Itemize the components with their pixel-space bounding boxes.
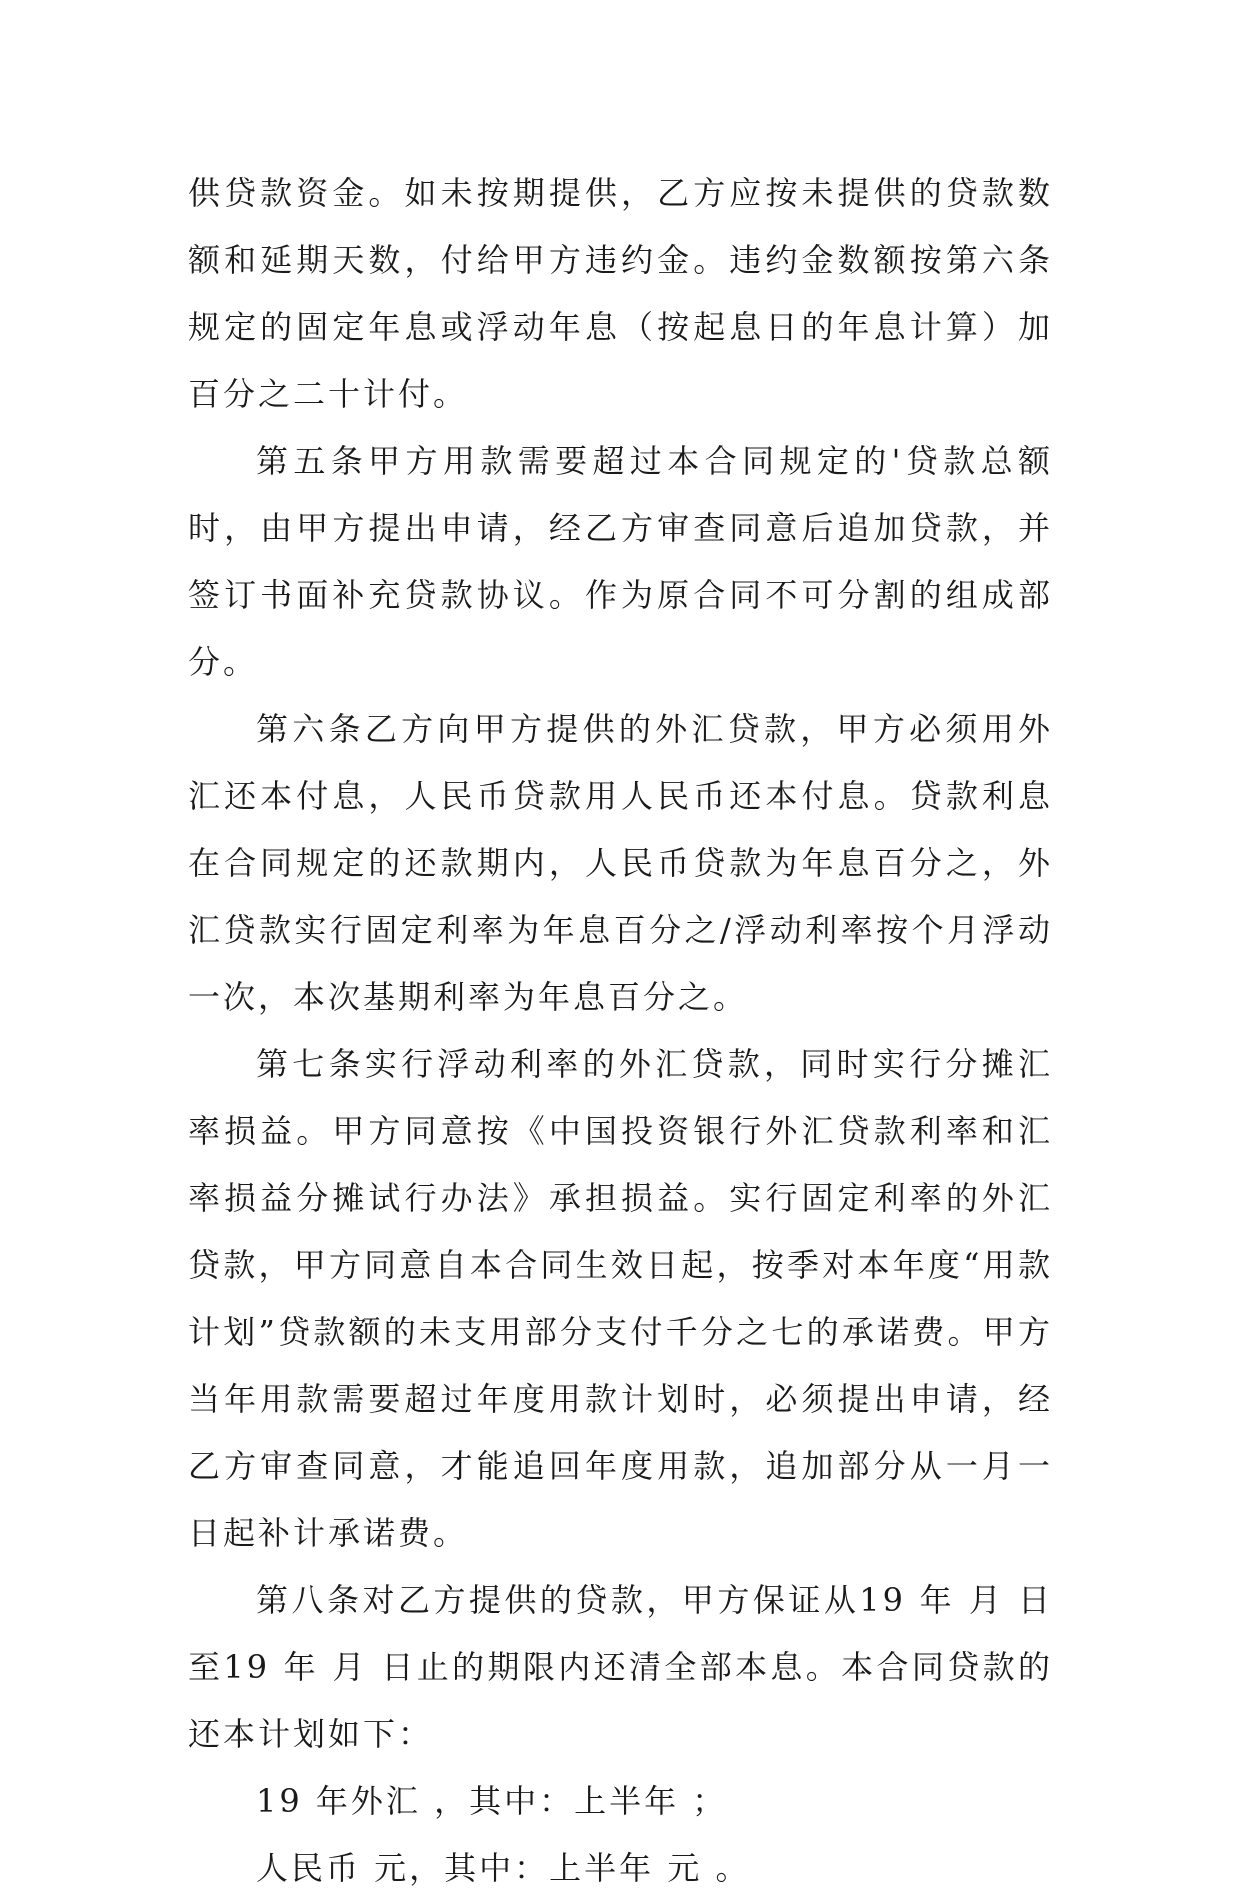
repayment-foreign-currency-line: 19 年外汇 ，其中：上半年 ；	[256, 1782, 728, 1820]
paragraph-1: 供贷款资金。如未按期提供，乙方应按未提供的贷款数额和延期天数，付给甲方违约金。违约金数额按第六条规定的固定年息或浮动年息（按起息日的年息计算）加百分之二十计付。	[188, 174, 1053, 413]
repayment-rmb-line: 人民币 元，其中：上半年 元 。	[256, 1849, 751, 1887]
paragraph-article-8: 第八条对乙方提供的贷款，甲方保证从19 年 月 日至19 年 月 日止的期限内还清全部本息。本合同贷款的还本计划如下：	[188, 1581, 1053, 1753]
paragraph-article-6: 第六条乙方向甲方提供的外汇贷款，甲方必须用外汇还本付息，人民币贷款用人民币还本付息。贷款利息在合同规定的还款期内，人民币贷款为年息百分之，外汇贷款实行固定利率为年息百分之/浮动利率按个月浮动一次，本次基期利率为年息百分之。	[188, 710, 1053, 1016]
paragraph-article-5: 第五条甲方用款需要超过本合同规定的'贷款总额时，由甲方提出申请，经乙方审查同意后追加贷款，并签订书面补充贷款协议。作为原合同不可分割的组成部分。	[188, 442, 1053, 681]
document-body	[188, 160, 1053, 1902]
paragraph-article-7: 第七条实行浮动利率的外汇贷款，同时实行分摊汇率损益。甲方同意按《中国投资银行外汇贷款利率和汇率损益分摊试行办法》承担损益。实行固定利率的外汇贷款，甲方同意自本合同生效日起，按季对本年度“用款计划”贷款额的未支用部分支付千分之七的承诺费。甲方当年用款需要超过年度用款计划时，必须提出申请，经乙方审查同意，才能追回年度用款，追加部分从一月一日起补计承诺费。	[188, 1045, 1053, 1552]
